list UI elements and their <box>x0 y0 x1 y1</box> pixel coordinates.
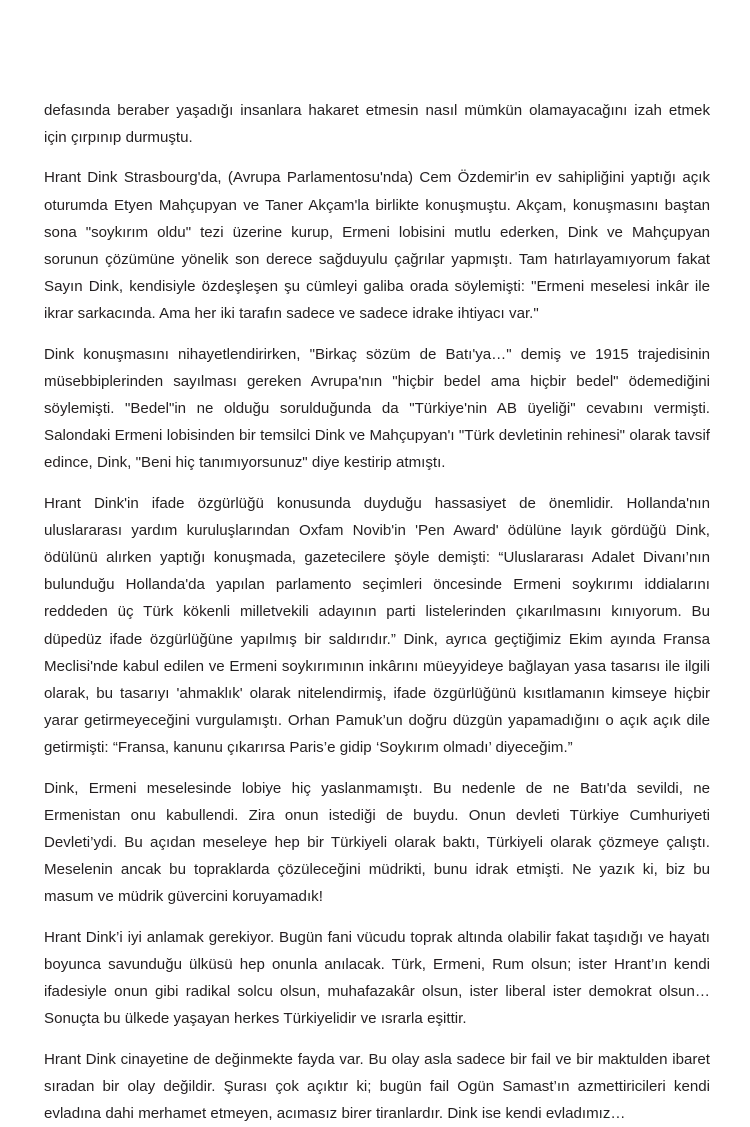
paragraph: Dink, Ermeni meselesinde lobiye hiç yaslanmamıştı. Bu nedenle de ne Batı'da sevildi, ne Ermenistan onu kabullendi. Zira onun istediği de buydu. Onun devleti Türkiye Cumhuriyeti Devleti’ydi. Bu açıdan meseleye hep bir Türkiyeli olarak baktı, Türkiyeli olarak çözmeye çalıştı. Meselenin ancak bu topraklarda çözüleceğini müdrikti, bunu idrak etmişti. Ne yazık ki, biz bu masum ve müdrik güvercini koruyamadık! <box>44 775 710 911</box>
paragraph: Hrant Dink'in ifade özgürlüğü konusunda duyduğu hassasiyet de önemlidir. Hollanda'nın uluslararası yardım kuruluşlarından Oxfam Novib'in 'Pen Award' ödülüne layık gördüğü Dink, ödülünü alırken yaptığı konuşmada, gazetecilere şöyle demişti: “Uluslararası Adalet Divanı’nın bulunduğu Hollanda'da yapılan parlamento seçimleri öncesinde Ermeni soykırımı iddialarını reddeden üç Türk kökenli milletvekili adayının parti listelerinden çıkarılmasını kınıyorum. Bu düpedüz ifade özgürlüğüne yapılmış bir saldırıdır.” Dink, ayrıca geçtiğimiz Ekim ayında Fransa Meclisi'nde kabul edilen ve Ermeni soykırımının inkârını müeyyideye bağlayan yasa tasarısı ile ilgili olarak, bu tasarıyı 'ahmaklık' olarak nitelendirmiş, ifade özgürlüğünü kısıtlamanın kimseye hiçbir yarar getirmeyeceğini vurgulamıştı. Orhan Pamuk’un doğru düzgün yapamadığını o açık açık dile getirmişti: “Fransa, kanunu çıkarırsa Paris’e gidip ‘Soykırım olmadı’ diyeceğim.” <box>44 490 710 762</box>
body-text-column <box>44 97 710 1127</box>
paragraph: Hrant Dink Strasbourg'da, (Avrupa Parlamentosu'nda) Cem Özdemir'in ev sahipliğini yaptığı açık oturumda Etyen Mahçupyan ve Taner Akçam'la birlikte konuşmuştu. Akçam, konuşmasını baştan sona "soykırım oldu" tezi üzerine kurup, Ermeni lobisini mutlu ederken, Dink ve Mahçupyan sorunun çözümüne yönelik son derece sağduyulu çağrılar yapmıştı. Tam hatırlayamıyorum fakat Sayın Dink, kendisiyle özdeşleşen şu cümleyi galiba orada söylemişti: "Ermeni meselesi inkâr ile ikrar sarkacında. Ama her iki tarafın sadece ve sadece idrake ihtiyacı var." <box>44 164 710 327</box>
paragraph: Hrant Dink’i iyi anlamak gerekiyor. Bugün fani vücudu toprak altında olabilir fakat taşıdığı ve hayatı boyunca savunduğu ülküsü hep onunla anılacak. Türk, Ermeni, Rum olsun; ister Hrant’ın kendi ifadesiyle onun gibi radikal solcu olsun, muhafazakâr olsun, ister liberal ister demokrat olsun… Sonuçta bu ülkede yaşayan herkes Türkiyelidir ve ısrarla eşittir. <box>44 924 710 1033</box>
paragraph: defasında beraber yaşadığı insanlara hakaret etmesin nasıl mümkün olamayacağını izah etmek için çırpınıp durmuştu. <box>44 97 710 151</box>
paragraph: Hrant Dink cinayetine de değinmekte fayda var. Bu olay asla sadece bir fail ve bir maktulden ibaret sıradan bir olay değildir. Şurası çok açıktır ki; bugün fail Ogün Samast’ın azmettiricileri kendi evladına dahi merhamet etmeyen, acımasız birer tiranlardır. Dink ise kendi evladımız… <box>44 1046 710 1127</box>
paragraph: Dink konuşmasını nihayetlendirirken, "Birkaç sözüm de Batı'ya…" demiş ve 1915 trajedisinin müsebbiplerinden sayılması gereken Avrupa'nın "hiçbir bedel ama hiçbir bedel" ödemediğini söylemişti. "Bedel"in ne olduğu sorulduğunda da "Türkiye'nin AB üyeliği" cevabını vermişti. Salondaki Ermeni lobisinden bir temsilci Dink ve Mahçupyan'ı "Türk devletinin rehinesi" olarak tavsif edince, Dink, "Beni hiç tanımıyorsunuz" diye kestirip atmıştı. <box>44 341 710 477</box>
